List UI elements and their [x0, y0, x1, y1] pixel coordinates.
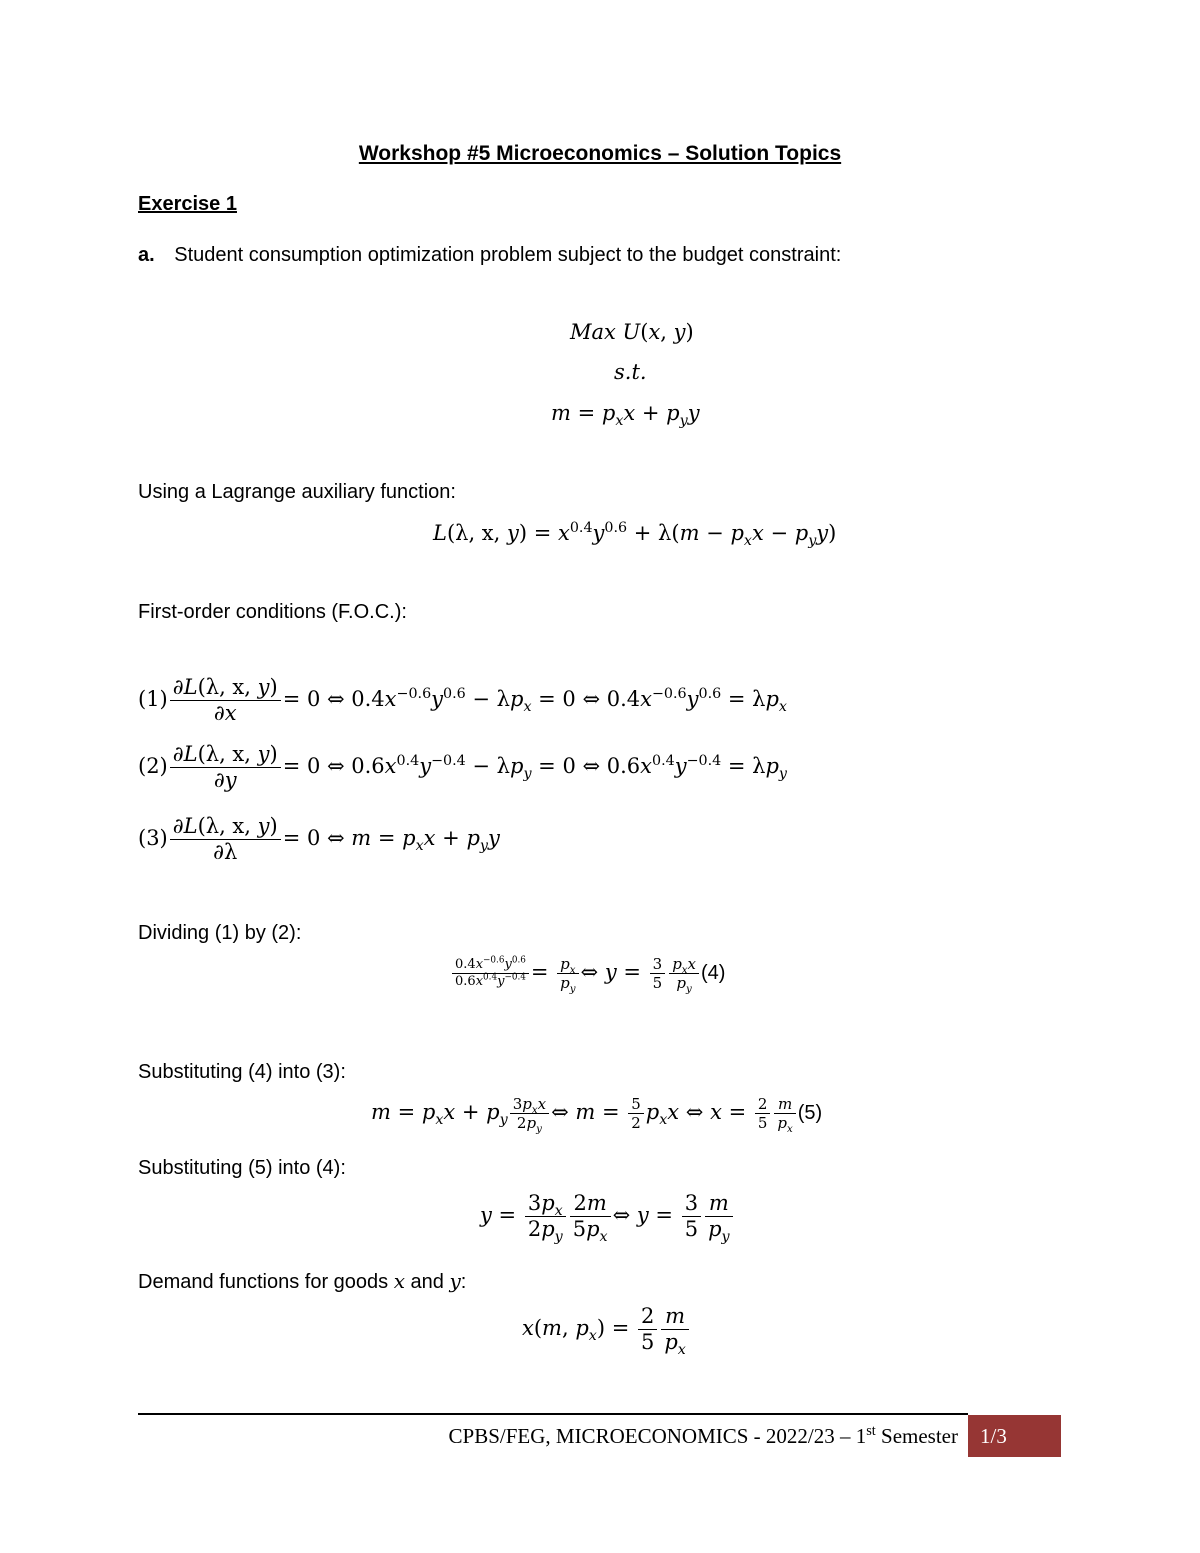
foc-equation-1: (1) $\frac{\partial L(\lambda, x, y)}{\partial x}$ = 0 ⇔ $0.4x^{-0.6}y^{0.6} - \lambda p_x = 0$ ⇔ $0.4x^{-0.6}y^{0.6} = \lambda p_x$ — [138, 675, 787, 726]
foc-equation-3: (3) $\frac{\partial L(\lambda, x, y)}{\partial\lambda}$ = 0 ⇔ $m = p_xx + p_yy$ — [138, 814, 500, 865]
footer-rule — [138, 1413, 968, 1415]
page-number: 1/3 — [980, 1423, 1007, 1448]
foc-tag-3: (3) — [138, 826, 168, 851]
budget-constraint-equation: $m = p_xx + p_yy$ — [551, 401, 700, 430]
subst-4-into-3-intro: Substituting (4) into (3): — [138, 1061, 346, 1083]
exercise-heading: Exercise 1 — [138, 193, 237, 215]
foc-equation-2: (2) $\frac{\partial L(\lambda, x, y)}{\partial y}$ = 0 ⇔ $0.6x^{0.4}y^{-0.4} - \lambda p_y = 0$ ⇔ $0.6x^{0.4}y^{-0.4} = \lambda p_y$ — [138, 742, 787, 793]
ratio-equation: $\frac{0.4x^{-0.6}y^{0.6}}{0.6x^{0.4}y^{-0.4}}$ = $\frac{p_x}{p_y}$ ⇔ y = $\frac{3}{5}$ $\frac{p_xx}{p_y}$ (4) — [450, 955, 725, 992]
footer-text: CPBS/FEG, MICROECONOMICS - 2022/23 – 1st Semester — [448, 1423, 958, 1448]
subject-to-label: s.t. — [614, 360, 647, 384]
item-text: Student consumption optimization problem subject to the budget constraint: — [174, 244, 842, 266]
foc-intro: First-order conditions (F.O.C.): — [138, 601, 407, 623]
demand-x-equation: x(m, $p_x$) = $\frac{2}{5}$ $\frac{m}{p_x}$ — [522, 1304, 691, 1355]
equation-tag-4: (4) — [701, 962, 726, 984]
page-title: Workshop #5 Microeconomics – Solution Topics — [358, 142, 842, 165]
equation-tag-5: (5) — [797, 1102, 823, 1124]
objective-equation: Max U(x, y) — [570, 320, 694, 344]
lagrange-function: L(λ, x, $y) = x^{0.4}y^{0.6} + \lambda(m - p_xx - p_yy)$ — [433, 520, 837, 550]
subst-5-into-4-intro: Substituting (5) into (4): — [138, 1157, 346, 1179]
lagrange-intro: Using a Lagrange auxiliary function: — [138, 481, 456, 503]
demand-intro: Demand functions for goods x and y: — [138, 1269, 467, 1293]
dividing-intro: Dividing (1) by (2): — [138, 922, 302, 944]
subst-equation-5: $m = p_xx + p_y$ $\frac{3p_xx}{2p_y}$ ⇔ m = $\frac{5}{2}$ $p_xx$ ⇔ x = $\frac{2}{5}$ $\frac{m}{p_x}$ (5) — [371, 1095, 823, 1135]
item-a — [138, 244, 841, 267]
foc-tag-2: (2) — [138, 754, 168, 779]
y-solution-equation: y = $\frac{3p_x}{2p_y}$ $\frac{2m}{5p_x}$ ⇔ y = $\frac{3}{5}$ $\frac{m}{p_y}$ — [480, 1191, 735, 1242]
foc-tag-1: (1) — [138, 687, 168, 712]
item-label: a. — [138, 244, 155, 266]
page-number-badge — [968, 1415, 1061, 1457]
